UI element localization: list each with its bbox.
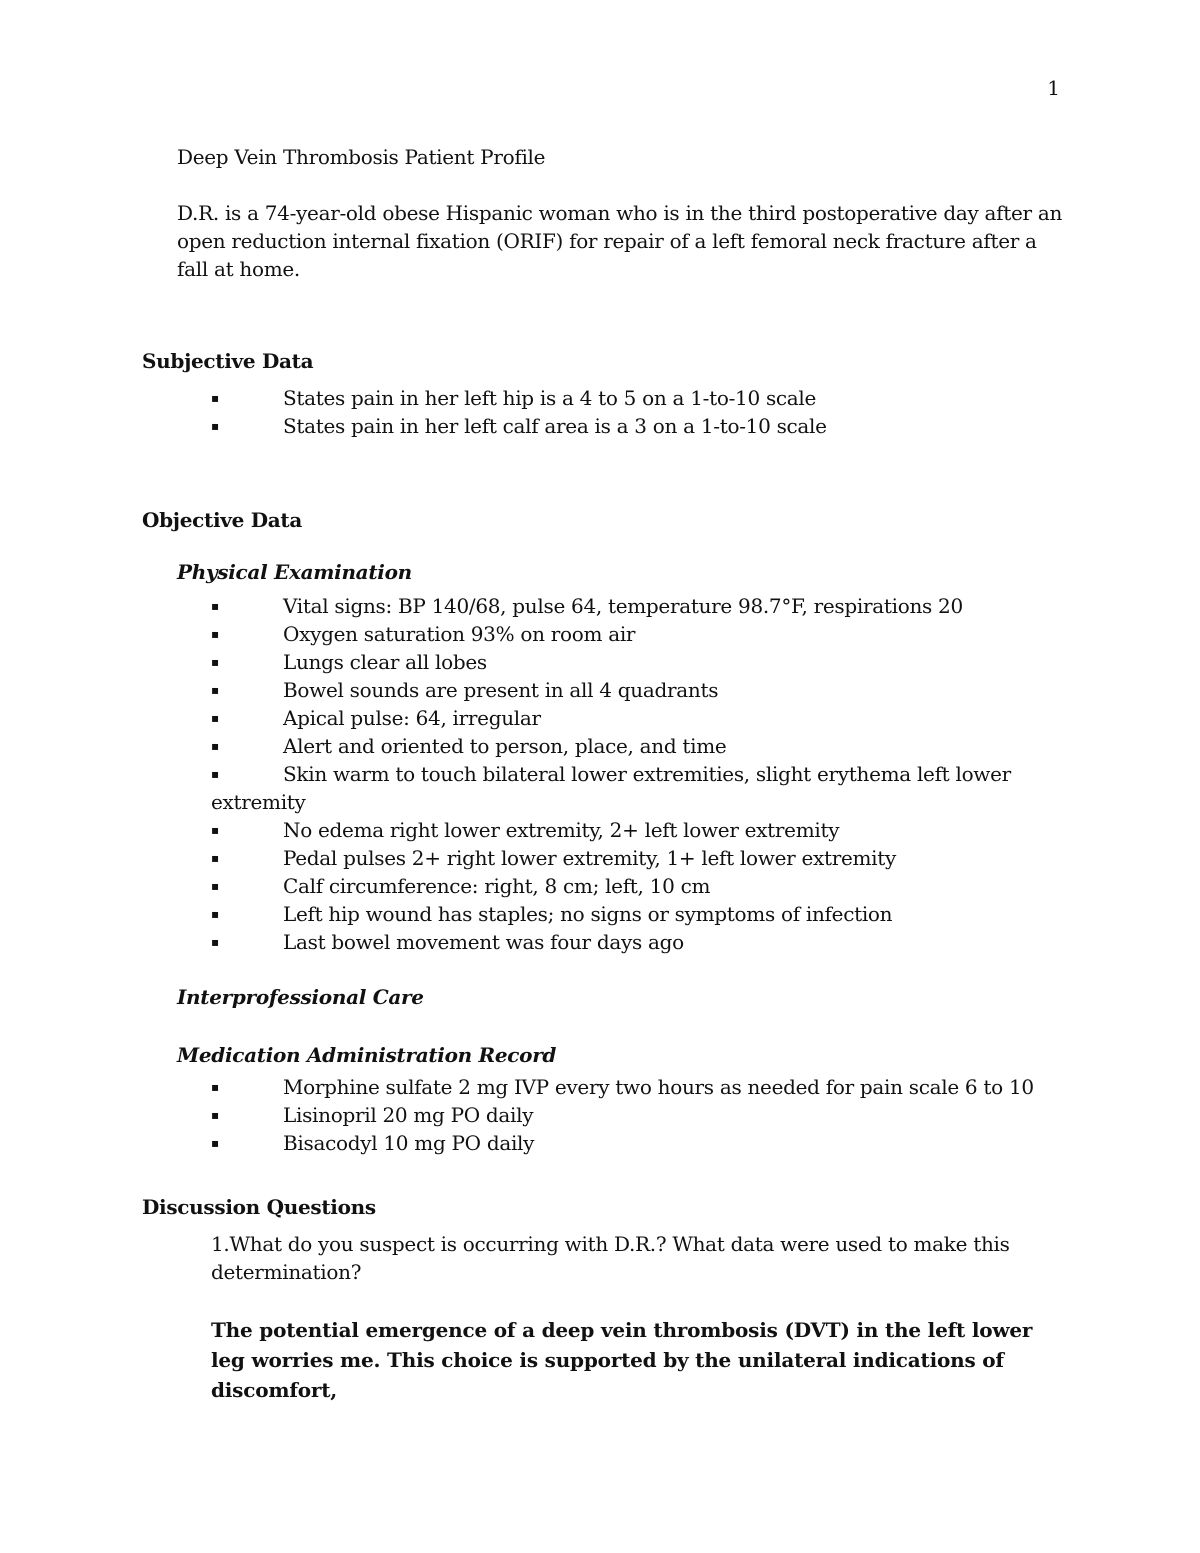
question-text: What do you suspect is occurring with D.R.? What data were used to make this determination? xyxy=(211,1232,1010,1284)
bullet-icon: ▪ xyxy=(211,879,219,893)
list-item: ▪ Bisacodyl 10 mg PO daily xyxy=(211,1131,535,1155)
bullet-icon: ▪ xyxy=(211,823,219,837)
medication-record-heading: Medication Administration Record xyxy=(177,1043,557,1067)
list-item: ▪ Lisinopril 20 mg PO daily xyxy=(211,1103,534,1127)
bullet-icon: ▪ xyxy=(211,655,219,669)
list-item: ▪ Bowel sounds are present in all 4 quadrants xyxy=(211,678,719,702)
bullet-icon: ▪ xyxy=(211,851,219,865)
bullet-icon: ▪ xyxy=(211,1136,219,1150)
subjective-data-list xyxy=(211,384,1041,440)
list-item: ▪ Apical pulse: 64, irregular xyxy=(211,706,541,730)
discussion-answer-1: The potential emergence of a deep vein thrombosis (DVT) in the left lower leg worries me. This choice is supported by the unilateral indications of discomfort, xyxy=(211,1318,1033,1402)
list-item: ▪ States pain in her left calf area is a 3 on a 1-to-10 scale xyxy=(211,414,827,438)
bullet-icon: ▪ xyxy=(211,739,219,753)
objective-data-heading: Objective Data xyxy=(142,508,302,532)
page-number: 1 xyxy=(1047,76,1060,100)
question-number: 1. xyxy=(211,1232,230,1256)
physical-examination-list xyxy=(211,592,1041,956)
list-item: ▪ Pedal pulses 2+ right lower extremity, 1+ left lower extremity xyxy=(211,846,896,870)
list-item: ▪ Vital signs: BP 140/68, pulse 64, temperature 98.7°F, respirations 20 xyxy=(211,594,963,618)
bullet-icon: ▪ xyxy=(211,419,219,433)
list-item: ▪ Morphine sulfate 2 mg IVP every two hours as needed for pain scale 6 to 10 xyxy=(211,1075,1034,1099)
list-item: ▪ States pain in her left hip is a 4 to 5 on a 1-to-10 scale xyxy=(211,386,817,410)
bullet-icon: ▪ xyxy=(211,1108,219,1122)
bullet-icon: ▪ xyxy=(211,935,219,949)
list-item: ▪ Alert and oriented to person, place, and time xyxy=(211,734,727,758)
subjective-data-heading: Subjective Data xyxy=(142,349,314,373)
interprofessional-care-heading: Interprofessional Care xyxy=(177,985,424,1009)
list-item: ▪ Lungs clear all lobes xyxy=(211,650,487,674)
list-item: ▪ Calf circumference: right, 8 cm; left, 10 cm xyxy=(211,874,711,898)
bullet-icon: ▪ xyxy=(211,1080,219,1094)
physical-examination-heading: Physical Examination xyxy=(177,560,412,584)
bullet-icon: ▪ xyxy=(211,599,219,613)
discussion-question-1 xyxy=(211,1230,1011,1286)
discussion-questions-heading: Discussion Questions xyxy=(142,1195,376,1219)
list-item: ▪ No edema right lower extremity, 2+ left lower extremity xyxy=(211,818,840,842)
bullet-icon: ▪ xyxy=(211,711,219,725)
bullet-icon: ▪ xyxy=(211,627,219,641)
intro-paragraph: D.R. is a 74-year-old obese Hispanic woman who is in the third postoperative day after an open reduction internal fixation (ORIF) for repair of a left femoral neck fracture after a fall at home. xyxy=(177,201,1063,281)
bullet-icon: ▪ xyxy=(211,683,219,697)
list-item: ▪ Last bowel movement was four days ago xyxy=(211,930,684,954)
bullet-icon: ▪ xyxy=(211,391,219,405)
bullet-icon: ▪ xyxy=(211,907,219,921)
list-item: ▪ Left hip wound has staples; no signs or symptoms of infection xyxy=(211,902,893,926)
list-item: ▪ Skin warm to touch bilateral lower extremities, slight erythema left lower extremity xyxy=(211,762,1011,814)
list-item: ▪ Oxygen saturation 93% on room air xyxy=(211,622,636,646)
document-title: Deep Vein Thrombosis Patient Profile xyxy=(177,145,546,169)
medication-list xyxy=(211,1073,1041,1157)
bullet-icon: ▪ xyxy=(211,767,219,781)
